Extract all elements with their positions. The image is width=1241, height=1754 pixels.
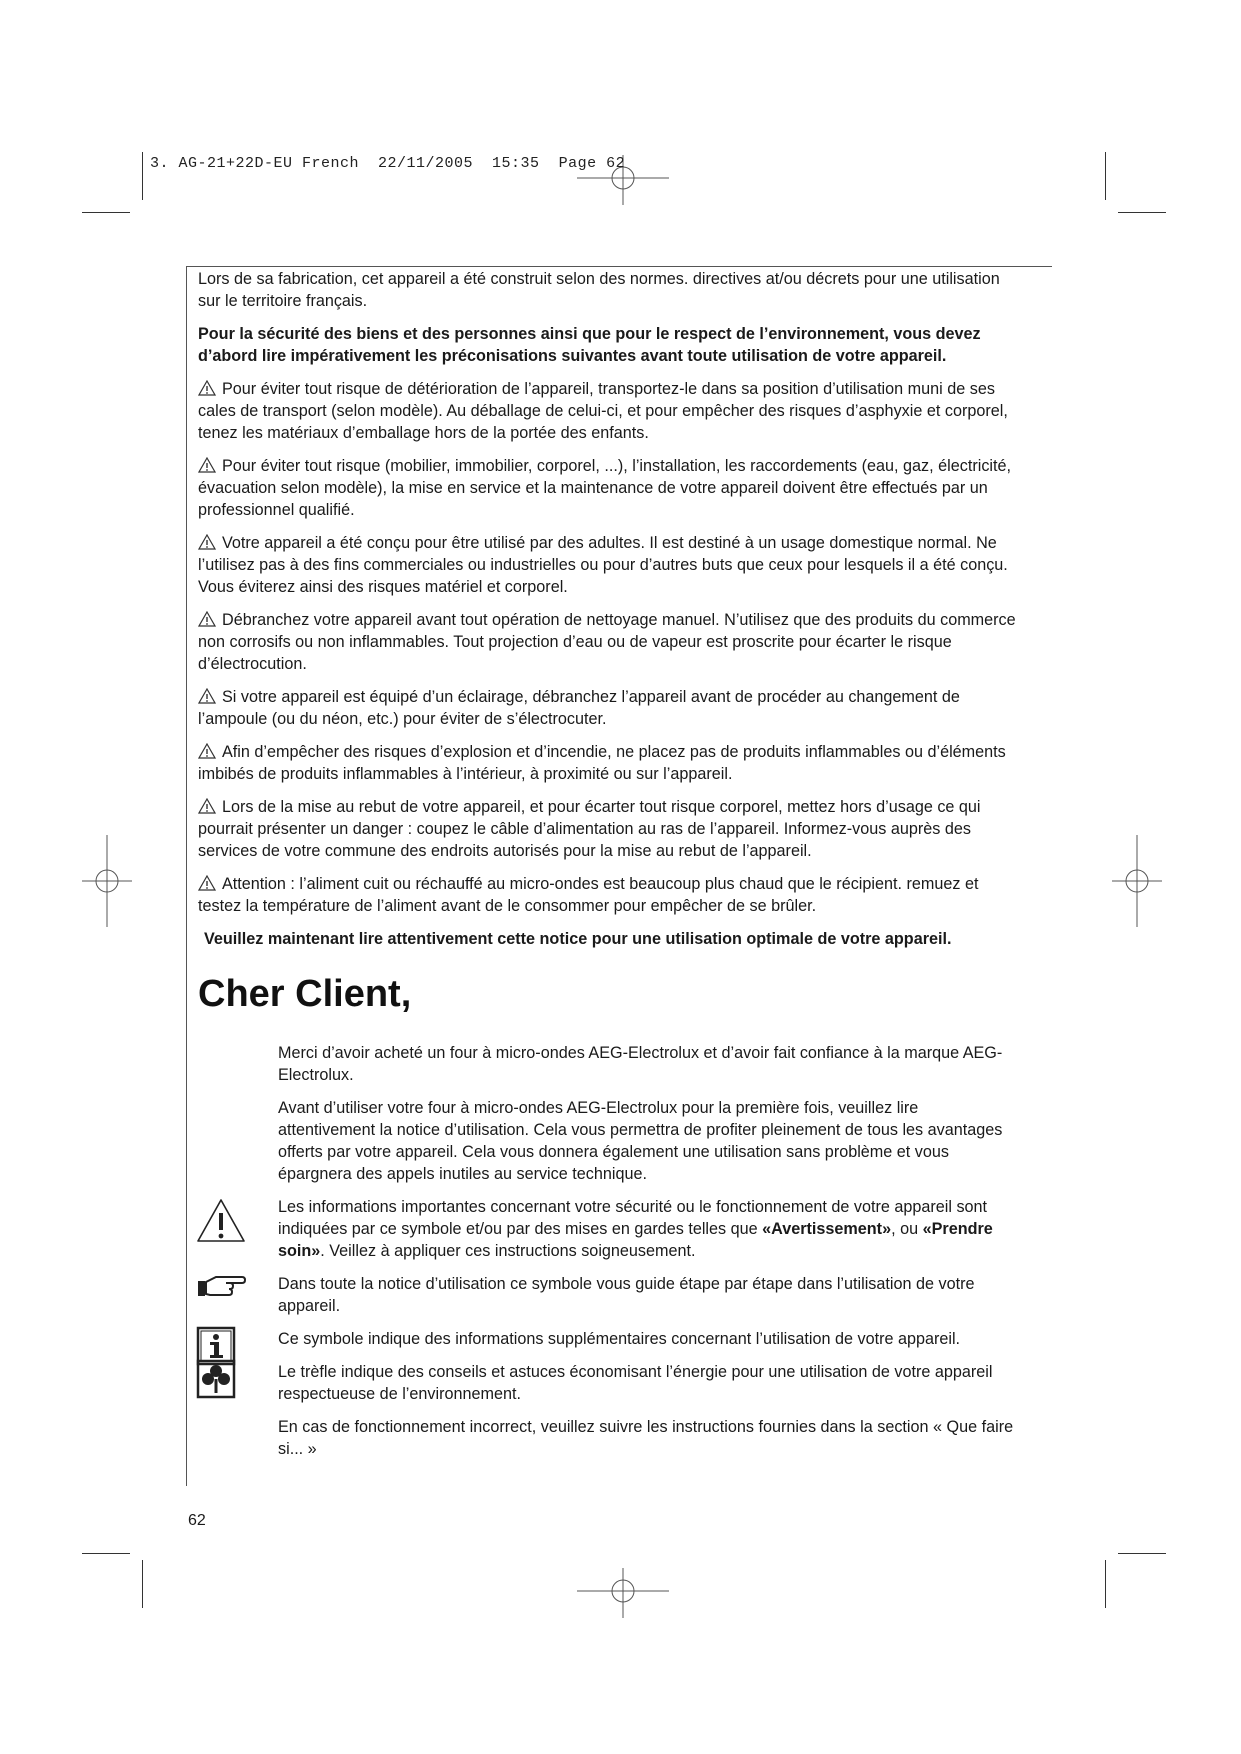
warning-triangle-icon bbox=[198, 688, 216, 704]
warning-triangle-icon bbox=[198, 611, 216, 627]
warning-item bbox=[198, 532, 1018, 598]
warning-triangle-icon bbox=[198, 798, 216, 814]
warning-triangle-icon bbox=[196, 1198, 246, 1244]
warning-item bbox=[198, 455, 1018, 521]
warning-item bbox=[198, 741, 1018, 785]
intro-paragraph: Lors de sa fabrication, cet appareil a été construit selon des normes. directives at/ou décrets pour une utilisation sur le territoire français. bbox=[198, 270, 1000, 310]
registration-mark-icon bbox=[1112, 835, 1162, 927]
symbol-text-part: . Veillez à appliquer ces instructions soigneusement. bbox=[320, 1242, 696, 1260]
warning-triangle-icon bbox=[198, 457, 216, 473]
safety-notice: Pour la sécurité des biens et des personnes ainsi que pour le respect de l’environnement, vous devez d’abord lire impérativement les préconisations suivantes avant toute utilisation de votre appareil. bbox=[198, 325, 981, 365]
symbol-text-bold: «Prendre soin» bbox=[278, 1220, 993, 1260]
symbol-text bbox=[278, 1196, 1018, 1262]
page-content bbox=[198, 268, 1018, 1471]
warnings-list bbox=[198, 378, 1018, 917]
crop-mark bbox=[1105, 152, 1106, 200]
warning-text: Afin d’empêcher des risques d’explosion et d’incendie, ne placez pas de produits inflammables ou d’éléments imbibés de produits inflammables à l’intérieur, à proximité ou sur l’appareil. bbox=[198, 743, 1006, 783]
crop-mark bbox=[142, 152, 143, 200]
crop-mark bbox=[142, 1560, 143, 1608]
crop-mark bbox=[1105, 1560, 1106, 1608]
page-number: 62 bbox=[188, 1512, 206, 1529]
clover-icon bbox=[196, 1359, 236, 1399]
warning-triangle-icon bbox=[198, 380, 216, 396]
top-rule bbox=[186, 266, 1052, 267]
warning-text: Si votre appareil est équipé d’un éclairage, débranchez l’appareil avant de procéder au changement de l’ampoule (ou du néon, etc.) pour éviter de s’électrocuter. bbox=[198, 688, 960, 728]
warning-item bbox=[198, 686, 1018, 730]
malfunction-paragraph: En cas de fonctionnement incorrect, veuillez suivre les instructions fournies dans la section « Que faire si... » bbox=[278, 1418, 1014, 1458]
warning-item bbox=[198, 873, 1018, 917]
symbol-text-bold: «Avertissement» bbox=[762, 1220, 892, 1238]
symbol-text: Dans toute la notice d’utilisation ce symbole vous guide étape par étape dans l’utilisation de votre appareil. bbox=[278, 1275, 975, 1315]
print-slug: 3. AG-21+22D-EU French 22/11/2005 15:35 Page 62 bbox=[150, 155, 626, 172]
warning-text: Pour éviter tout risque de détérioration de l’appareil, transportez-le dans sa position d’utilisation muni de ses cales de transport (selon modèle). Au déballage de celui-ci, et pour empêcher des risques d’asphyxie et corporel, tenez les matériaux d’emballage hors de la portée des enfants. bbox=[198, 380, 1008, 442]
warning-text: Pour éviter tout risque (mobilier, immobilier, corporel, ...), l’installation, les raccordements (eau, gaz, électricité, évacuation selon modèle), la mise en service et la maintenance de votre appareil doivent être effectués par un professionnel qualifié. bbox=[198, 457, 1012, 519]
warning-text: Votre appareil a été conçu pour être utilisé par des adultes. Il est destiné à un usage domestique normal. Ne l’utilisez pas à des fins commerciales ou industrielles ou pour d’autres buts que ceux pour lesquels il a été conçu. Vous éviterez ainsi des risques matériel et corporel. bbox=[198, 534, 1008, 596]
warning-triangle-icon bbox=[198, 743, 216, 759]
crop-mark bbox=[1118, 212, 1166, 213]
thanks-paragraph: Merci d’avoir acheté un four à micro-ondes AEG-Electrolux et d’avoir fait confiance à la marque AEG-Electrolux. bbox=[278, 1044, 1003, 1084]
registration-mark-icon bbox=[82, 835, 132, 927]
warning-item bbox=[198, 609, 1018, 675]
warning-triangle-icon bbox=[198, 875, 216, 891]
warning-item bbox=[198, 378, 1018, 444]
symbol-row-hand bbox=[278, 1273, 1018, 1317]
left-rule bbox=[186, 266, 187, 1486]
symbol-row-info bbox=[278, 1328, 1018, 1350]
warning-text: Attention : l’aliment cuit ou réchauffé au micro-ondes est beaucoup plus chaud que le récipient. remuez et testez la température de l’aliment avant de le consommer pour empêcher de se brûler. bbox=[198, 875, 979, 915]
customer-intro bbox=[278, 1042, 1018, 1460]
symbol-row-warning bbox=[278, 1196, 1018, 1262]
symbol-row-clover bbox=[278, 1361, 1018, 1405]
crop-mark bbox=[82, 1553, 130, 1554]
read-notice: Veuillez maintenant lire attentivement cette notice pour une utilisation optimale de votre appareil. bbox=[204, 930, 952, 948]
warning-item bbox=[198, 796, 1018, 862]
crop-mark bbox=[1118, 1553, 1166, 1554]
registration-mark-icon bbox=[577, 1568, 669, 1618]
before-use-paragraph: Avant d’utiliser votre four à micro-ondes AEG-Electrolux pour la première fois, veuillez lire attentivement la notice d’utilisation. Cela vous permettra de profiter pleinement de tous les avantages offerts par votre appareil. Cela vous donnera également une utilisation sans problème et vous épargnera des appels inutiles au service technique. bbox=[278, 1099, 1003, 1183]
warning-triangle-icon bbox=[198, 534, 216, 550]
symbol-text-part: Les informations importantes concernant votre sécurité ou le fonctionnement de votre appareil sont indiquées par ce symbole et/ou par des mises en gardes telles que bbox=[278, 1198, 988, 1238]
crop-mark bbox=[82, 212, 130, 213]
warning-text: Débranchez votre appareil avant tout opération de nettoyage manuel. N’utilisez que des produits du commerce non corrosifs ou non inflammables. Tout projection d’eau ou de vapeur est proscrite pour écarter le risque d’électrocution. bbox=[198, 611, 1016, 673]
page-title: Cher Client, bbox=[198, 973, 412, 1015]
symbol-text-part: , ou bbox=[891, 1220, 923, 1238]
warning-text: Lors de la mise au rebut de votre appareil, et pour écarter tout risque corporel, mettez hors d’usage ce qui pourrait présenter un danger : coupez le câble d’alimentation au ras de l’appareil. Informez-vous auprès des services de votre commune des endroits autorisés pour la mise au rebut de l’appareil. bbox=[198, 798, 981, 860]
pointing-hand-icon bbox=[196, 1273, 246, 1299]
symbol-text: Ce symbole indique des informations supplémentaires concernant l’utilisation de votre appareil. bbox=[278, 1330, 961, 1348]
symbol-text: Le trèfle indique des conseils et astuces économisant l’énergie pour une utilisation de votre appareil respectueuse de l’environnement. bbox=[278, 1363, 993, 1403]
